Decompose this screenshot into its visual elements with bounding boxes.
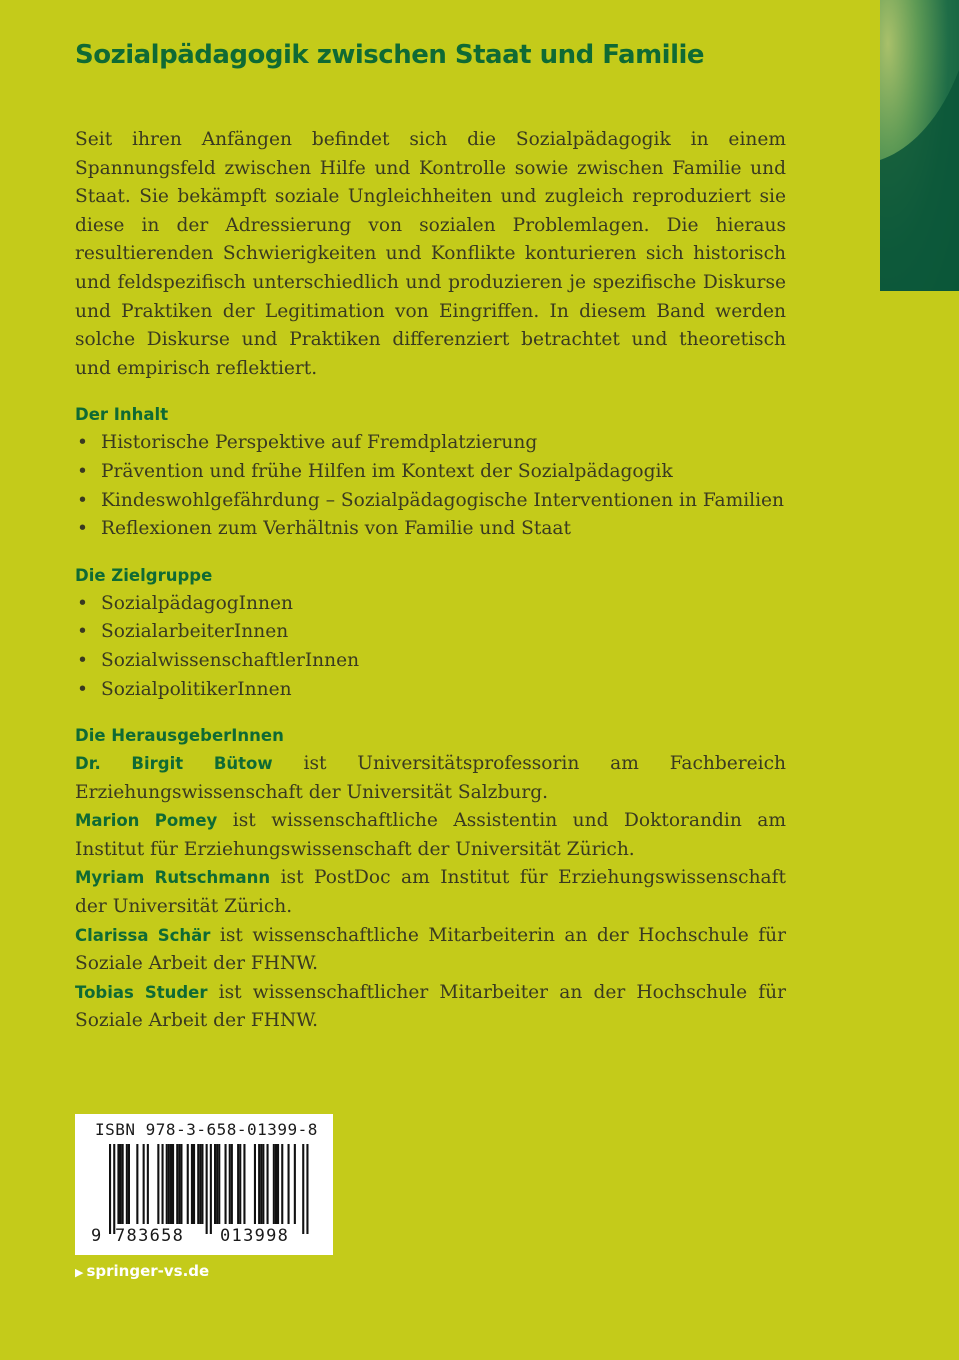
audience-heading: Die Zielgruppe [75,565,213,585]
contents-heading: Der Inhalt [75,405,169,425]
barcode-bar [176,1144,178,1224]
editor-bio [75,807,786,864]
editor-name: Dr. Birgit Bütow [75,754,273,774]
contents-section [75,401,786,543]
barcode-bar [225,1144,227,1224]
barcode-bar [126,1144,128,1224]
bullet-icon: • [77,432,88,454]
intro-paragraph: Seit ihren Anfängen befindet sich die Sozialpädagogik in einem Spannungsfeld zwischen Hilfe und Kontrolle sowie zwischen Familie und Staat. Sie bekämpft soziale Ungleichheiten und zugleich reproduziert sie diese in der Adressierung von sozialen Problemlagen. Die hieraus resultierenden Schwierigkeiten und Konflikte konturieren sich historisch und feldspezifisch unterschiedlich und produzieren je spezifische Diskurse und Praktiken der Legitimation von Eingriffen. In diesem Band werden solche Diskurse und Praktiken differenziert betrachtet und theoretisch und empirisch reflektiert. [75,129,786,379]
barcode-bar [275,1144,277,1224]
editor-name: Marion Pomey [75,811,218,831]
barcode-bar [218,1144,220,1224]
editor-bio [75,979,786,1036]
barcode-bar [273,1144,275,1224]
barcode-bar [254,1144,256,1224]
barcode-bar [120,1144,122,1224]
barcode-bar [267,1144,269,1224]
barcode-bar [206,1144,208,1234]
bullet-icon: • [77,489,88,511]
barcode-bar [117,1144,119,1224]
barcode-bar [229,1144,231,1224]
barcode-bar [180,1144,182,1224]
barcode-bar [237,1144,239,1224]
barcode-bar [187,1144,189,1224]
list-item: • Prävention und frühe Hilfen im Kontext der Sozialpädagogik [75,458,786,487]
arrow-right-icon: ▶ [75,1266,84,1279]
list-item: • SozialwissenschaftlerInnen [75,647,786,676]
list-item: • SozialarbeiterInnen [75,618,786,647]
barcode-bars [75,1114,333,1255]
list-item: • Historische Perspektive auf Fremdplatzierung [75,429,786,458]
barcode-bar [193,1144,195,1224]
editor-bio [75,750,786,807]
bullet-icon: • [77,621,88,643]
editor-description: ist Universitätsprofessorin am Fachbereich Erziehungswissenschaft der Universität Salzburg. [75,753,786,803]
list-item: • Reflexionen zum Verhältnis von Familie und Staat [75,515,786,544]
barcode-bar [281,1144,283,1224]
list-item: • Kindeswohlgefährdung – Sozialpädagogische Interventionen in Familien [75,487,786,516]
editor-description: ist PostDoc am Institut für Erziehungswissenschaft der Universität Zürich. [75,867,786,918]
barcode-bar [239,1144,241,1224]
editor-name: Myriam Rutschmann [75,868,271,888]
list-item: • SozialpolitikerInnen [75,676,786,705]
barcode-bar [166,1144,168,1224]
decorative-curve [880,0,959,291]
barcode-bar [113,1144,115,1234]
contents-list [75,429,786,543]
barcode-bar [201,1144,203,1224]
barcode-bar [168,1144,170,1224]
barcode-bar [162,1144,164,1224]
barcode-bar [143,1144,145,1224]
website-link-text: springer-vs.de [86,1262,210,1280]
barcode-left-digits: 783658 [115,1226,185,1246]
editor-description: ist wissenschaftliche Assistentin und Doktorandin am Institut für Erziehungswissenschaft der Universität Zürich. [75,810,786,860]
barcode-bar [157,1144,159,1224]
book-title: Sozialpädagogik zwischen Staat und Familie [75,40,705,70]
audience-section [75,562,786,704]
barcode-bar [302,1144,304,1234]
barcode-right-digits: 013998 [220,1226,290,1246]
barcode-bar [262,1144,264,1224]
barcode-bar [260,1144,262,1224]
barcode-bar [288,1144,290,1224]
barcode-bar [191,1144,193,1224]
bullet-icon: • [77,518,88,540]
barcode-bar [210,1144,212,1234]
decorative-side-strip [880,0,959,291]
barcode-bar [258,1144,260,1224]
publisher-website[interactable] [75,1262,209,1280]
barcode-bar [172,1144,174,1224]
barcode-bar [147,1144,149,1224]
barcode-bar [231,1144,233,1224]
editors-section [75,722,786,1036]
editor-description: ist wissenschaftliche Mitarbeiterin an der Hochschule für Soziale Arbeit der FHNW. [75,924,786,975]
barcode-bar [178,1144,180,1224]
barcode-bar [294,1144,296,1224]
barcode-bar [197,1144,199,1224]
barcode-bar [170,1144,172,1224]
isbn-label: ISBN 978-3-658-01399-8 [95,1120,318,1139]
audience-list [75,590,786,704]
editor-bio [75,864,786,921]
barcode-bar [109,1144,111,1234]
barcode-bar [216,1144,218,1224]
barcode-first-digit: 9 [91,1226,103,1246]
bullet-icon: • [77,649,88,671]
editors-heading: Die HerausgeberInnen [75,726,284,746]
barcode-bar [306,1144,308,1234]
list-item: • SozialpädagogInnen [75,590,786,619]
editor-name: Clarissa Schär [75,925,211,945]
barcode-bar [243,1144,245,1224]
back-cover-content [75,126,786,1036]
bullet-icon: • [77,592,88,614]
barcode-bar [128,1144,130,1224]
barcode-bar [122,1144,124,1224]
editor-description: ist wissenschaftlicher Mitarbeiter an der Hochschule für Soziale Arbeit der FHNW. [75,981,786,1032]
barcode-bar [277,1144,279,1224]
isbn-barcode [75,1114,333,1255]
bullet-icon: • [77,460,88,482]
barcode-bar [136,1144,138,1224]
editor-name: Tobias Studer [75,982,208,1002]
bullet-icon: • [77,678,88,700]
editor-bio [75,922,786,979]
barcode-bar [214,1144,216,1224]
barcode-bar [199,1144,201,1224]
